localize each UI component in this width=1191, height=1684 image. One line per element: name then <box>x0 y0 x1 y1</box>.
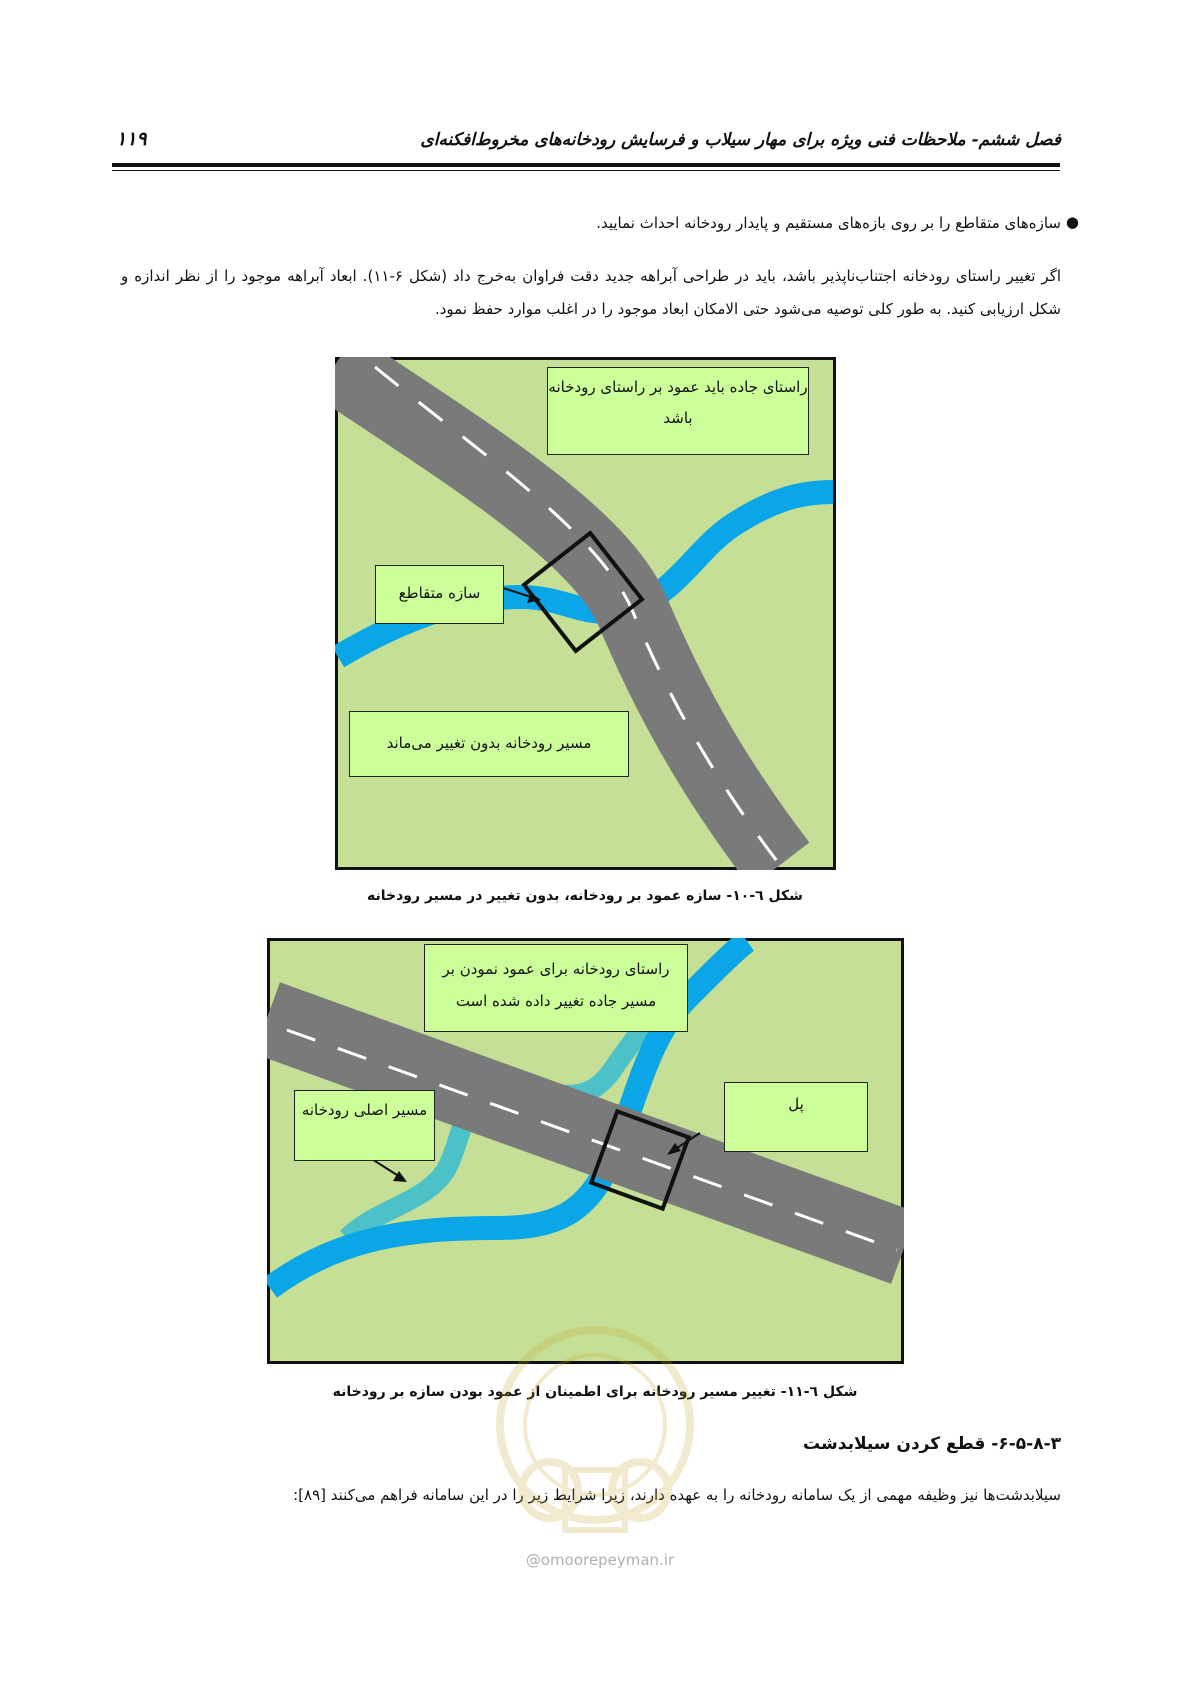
figure-2-callout-bridge <box>724 1082 868 1152</box>
page-number: ۱۱۹ <box>116 128 147 150</box>
figure-2-callout-river <box>424 944 688 1032</box>
figure-2-callout-original <box>294 1090 435 1161</box>
figure-1-caption: شکل ٦-۱۰- سازه عمود بر رودخانه، بدون تغییر در مسیر رودخانه <box>367 888 803 904</box>
section-heading: ۶-۵-۸-۳- قطع کردن سیلابدشت <box>803 1434 1061 1454</box>
watermark-logo <box>480 1320 710 1580</box>
figure-1-callout-road-text: راستای جاده باید عمود بر راستای رودخانه باشد <box>548 378 808 427</box>
header-rule-thin <box>112 170 1060 171</box>
bullet-text: سازه‌های متقاطع را بر روی بازه‌های مستقیم و پایدار رودخانه احداث نمایید. <box>596 214 1061 232</box>
figure-1-callout-river-text: مسیر رودخانه بدون تغییر می‌ماند <box>386 734 592 752</box>
figure-2-callout-bridge-text: پل <box>788 1095 804 1113</box>
running-header-title: فصل ششم- ملاحظات فنی ویژه برای مهار سیلاب و فرسایش رودخانه‌های مخروط‌افکنه‌ای <box>420 130 1061 150</box>
paragraph-2: سیلابدشت‌ها نیز وظیفه مهمی از یک سامانه رودخانه را به عهده دارند، زیرا شرایط زیر را در این سامانه فراهم می‌کنند [۸۹]: <box>293 1486 1061 1504</box>
paragraph-1: اگر تغییر راستای رودخانه اجتناب‌ناپذیر باشد، باید در طراحی آبراهه جدید دقت فراوان به‌خرج داد (شکل ۶-۱۱). ابعاد آبراهه موجود را از نظر اندازه و شکل ارزیابی کنید. به طور کلی توصیه می‌شود حتی الامکان ابعاد موجود را در اغلب موارد حفظ نمود. <box>121 267 1061 318</box>
figure-2-caption: شکل ٦-۱۱- تغییر مسیر رودخانه برای اطمینان از عمود بودن سازه بر رودخانه <box>332 1384 858 1400</box>
figure-2-callout-river-text: راستای رودخانه برای عمود نمودن بر مسیر جاده تغییر داده شده است <box>442 960 670 1010</box>
header-rule-thick <box>112 163 1060 167</box>
figure-1-callout-river <box>349 711 629 777</box>
figure-2-callout-original-text: مسیر اصلی رودخانه <box>301 1101 428 1119</box>
figure-1-callout-road <box>547 367 809 455</box>
figure-1-callout-structure-text: سازه متقاطع <box>398 584 481 602</box>
watermark-url: @omoorepeyman.ir <box>525 1551 675 1569</box>
bullet-icon: ● <box>1065 213 1079 231</box>
figure-1-callout-structure <box>375 565 504 624</box>
